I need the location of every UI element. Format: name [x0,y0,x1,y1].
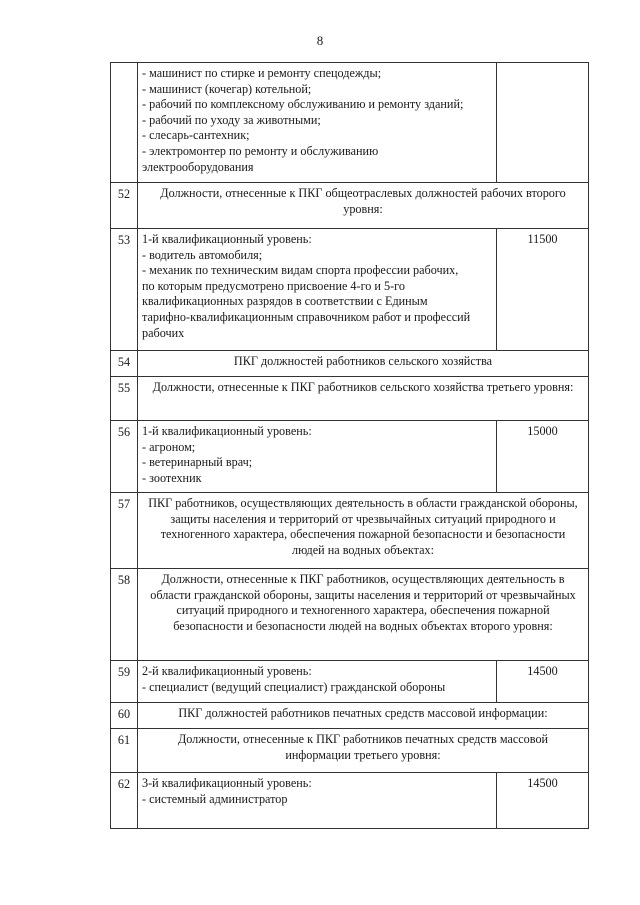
list-item: - электромонтер по ремонту и обслуживанию [142,143,379,158]
row-salary [497,63,589,183]
row-salary: 14500 [497,773,589,829]
table-row [111,773,589,829]
table-row [111,661,589,703]
table-row [111,569,589,661]
row-number: 52 [111,183,138,229]
row-salary: 11500 [497,229,589,351]
group-header: Должности, отнесенные к ПКГ работников сельского хозяйства третьего уровня: [138,377,589,421]
list-item: - ветеринарный врач; [142,455,253,470]
list-item: - рабочий по уходу за животными; [142,112,321,127]
list-item: электрооборудования [142,159,254,174]
row-number: 58 [111,569,138,661]
row-number: 56 [111,421,138,493]
list-item: по которым предусмотрено присвоение 4-го и 5-го [142,278,405,293]
row-salary: 14500 [497,661,589,703]
row-description [138,661,497,703]
row-number: 61 [111,729,138,773]
group-header: Должности, отнесенные к ПКГ работников, осуществляющих деятельность в области гражданской обороны, защиты населения и территорий от чрезвычайных ситуаций природного и техногенного характера, обеспечения пожарной безопасности и безопасности людей на водных объектах второго уровня: [138,569,589,661]
table-row [111,377,589,421]
group-header: ПКГ работников, осуществляющих деятельность в области гражданской обороны, защиты населения и территорий от чрезвычайных ситуаций природного и техногенного характера, обеспечения пожарной безопасности и безопасности людей на водных объектах: [138,493,589,569]
list-item: 1-й квалификационный уровень: [142,232,312,246]
list-item: - механик по техническим видам спорта профессии рабочих, [142,263,459,278]
row-description [138,773,497,829]
list-item: - машинист по стирке и ремонту спецодежды; [142,66,382,80]
list-item: 3-й квалификационный уровень: [142,776,312,790]
page-number: 8 [316,33,324,48]
list-item: рабочих [142,325,185,340]
list-item: - машинист (кочегар) котельной; [142,81,312,96]
row-number: 59 [111,661,138,703]
list-item: 1-й квалификационный уровень: [142,424,312,438]
row-number [111,63,138,183]
table-row [111,421,589,493]
table-row [111,63,589,183]
row-number: 53 [111,229,138,351]
row-number: 57 [111,493,138,569]
list-item: квалификационных разрядов в соответствии с Единым [142,294,428,309]
table-row [111,703,589,729]
list-item: - слесарь-сантехник; [142,128,250,143]
list-item: тарифно-квалификационным справочником работ и профессий [142,309,471,324]
row-number: 60 [111,703,138,729]
row-description [138,421,497,493]
row-salary: 15000 [497,421,589,493]
row-number: 55 [111,377,138,421]
row-description [138,229,497,351]
group-header: ПКГ должностей работников печатных средств массовой информации: [138,703,589,729]
group-header: Должности, отнесенные к ПКГ работников печатных средств массовой информации третьего уровня: [138,729,589,773]
table-row [111,729,589,773]
row-number: 62 [111,773,138,829]
salary-table [110,62,589,829]
list-item: - системный администратор [142,791,288,806]
table-row [111,183,589,229]
list-item: - зоотехник [142,470,202,485]
list-item: - водитель автомобиля; [142,247,263,262]
group-header: Должности, отнесенные к ПКГ общеотраслевых должностей рабочих второго уровня: [138,183,589,229]
list-item: - специалист (ведущий специалист) гражданской обороны [142,679,446,694]
list-item: - агроном; [142,439,196,454]
table-row [111,351,589,377]
group-header: ПКГ должностей работников сельского хозяйства [138,351,589,377]
table-row [111,493,589,569]
table-row [111,229,589,351]
row-description [138,63,497,183]
list-item: 2-й квалификационный уровень: [142,664,312,678]
row-number: 54 [111,351,138,377]
list-item: - рабочий по комплексному обслуживанию и ремонту зданий; [142,97,464,112]
